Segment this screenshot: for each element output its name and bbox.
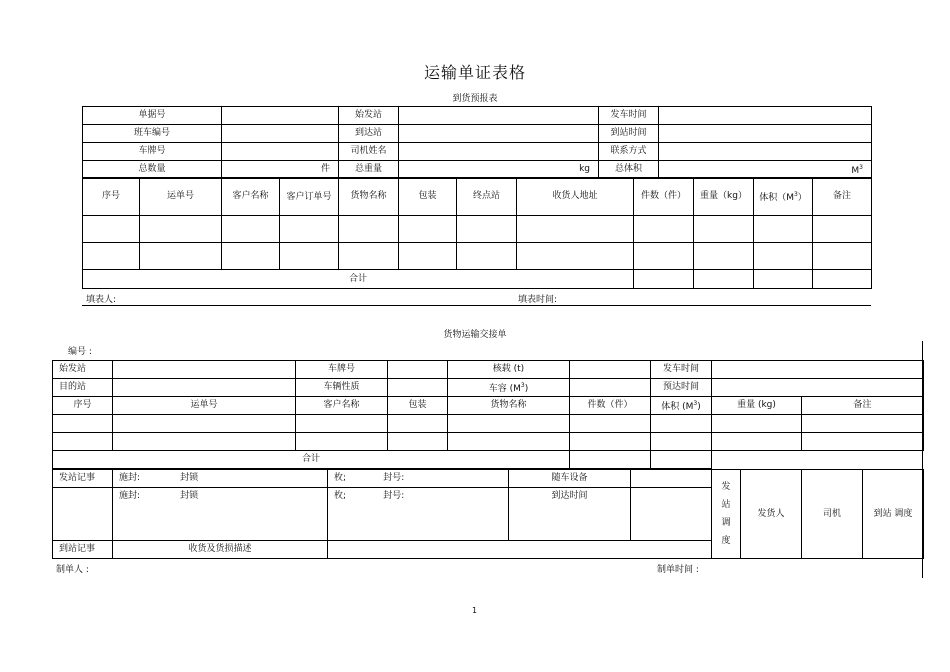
field-nature[interactable] bbox=[388, 379, 448, 397]
label-depart-time: 发车时间 bbox=[599, 107, 659, 125]
cell[interactable] bbox=[651, 433, 712, 451]
cell[interactable] bbox=[222, 216, 280, 243]
label-arrive-time: 到站时间 bbox=[599, 125, 659, 143]
maker-label: 制单人 : bbox=[56, 565, 89, 575]
label-dest-2: 目的站 bbox=[53, 379, 113, 397]
label-eta: 预达时间 bbox=[651, 379, 712, 397]
field-origin[interactable] bbox=[399, 107, 599, 125]
label-nature: 车辆性质 bbox=[296, 379, 388, 397]
field-contact[interactable] bbox=[659, 143, 872, 161]
cell[interactable] bbox=[399, 243, 457, 270]
cell[interactable] bbox=[53, 433, 113, 451]
col-volume: 体积$(M^3)$ bbox=[754, 178, 813, 216]
label-origin-2: 始发站 bbox=[53, 361, 113, 379]
field-origin-2[interactable] bbox=[113, 361, 296, 379]
cell[interactable] bbox=[113, 415, 296, 433]
filler-label: 填表人: bbox=[86, 295, 117, 305]
total-label-2: 合计 bbox=[53, 451, 570, 469]
arrive-record-label: 到站记事 bbox=[53, 541, 113, 559]
label-driver: 司机姓名 bbox=[339, 143, 399, 161]
seal-no-1: 枚; 封号: bbox=[328, 470, 509, 488]
field-depart-time[interactable] bbox=[659, 107, 872, 125]
cell[interactable] bbox=[802, 415, 924, 433]
cell[interactable] bbox=[570, 415, 651, 433]
cell[interactable] bbox=[399, 216, 457, 243]
depart-record-label: 发站记事 bbox=[53, 470, 113, 488]
cell[interactable] bbox=[813, 216, 872, 243]
total-pieces[interactable] bbox=[634, 270, 694, 289]
label-capacity: 车容 $(M^3)$ bbox=[448, 379, 570, 397]
field-doc-no[interactable] bbox=[222, 107, 339, 125]
label-doc-no: 单据号 bbox=[83, 107, 222, 125]
col-customer-order: 客户订单号 bbox=[280, 178, 339, 216]
table-row bbox=[53, 415, 924, 433]
cell[interactable] bbox=[296, 433, 388, 451]
form2-subtitle: 货物运输交接单 bbox=[443, 330, 507, 340]
cell[interactable] bbox=[388, 415, 448, 433]
total-remarks[interactable] bbox=[813, 270, 872, 289]
col-customer-2: 客户名称 bbox=[296, 397, 388, 415]
unit-pieces: 件 bbox=[222, 161, 339, 179]
col-volume-2: 体积 $(M^3)$ bbox=[651, 397, 712, 415]
field-depart-time-2[interactable] bbox=[712, 361, 924, 379]
form2-number-label: 编号 : bbox=[68, 347, 92, 357]
cell[interactable] bbox=[140, 216, 222, 243]
cell[interactable] bbox=[113, 433, 296, 451]
col-remarks: 备注 bbox=[813, 178, 872, 216]
cell[interactable] bbox=[53, 415, 113, 433]
form1-items-table bbox=[82, 177, 872, 289]
cell[interactable] bbox=[634, 243, 694, 270]
field-plate-2[interactable] bbox=[388, 361, 448, 379]
table-row bbox=[53, 433, 924, 451]
total-label: 合计 bbox=[83, 270, 634, 289]
cell[interactable] bbox=[140, 243, 222, 270]
field-arrive-time[interactable] bbox=[659, 125, 872, 143]
field-driver[interactable] bbox=[399, 143, 599, 161]
label-contact: 联系方式 bbox=[599, 143, 659, 161]
unit-m3: $M^3$ bbox=[659, 161, 872, 179]
cell[interactable] bbox=[712, 433, 802, 451]
damage-desc-label: 收货及货损描述 bbox=[113, 541, 328, 559]
label-load: 核载 (t) bbox=[448, 361, 570, 379]
shipper-label: 发货人 bbox=[741, 470, 802, 559]
label-total-qty: 总数量 bbox=[83, 161, 222, 179]
label-dest: 到达站 bbox=[339, 125, 399, 143]
col-waybill-2: 运单号 bbox=[113, 397, 296, 415]
field-dest[interactable] bbox=[399, 125, 599, 143]
field-plate[interactable] bbox=[222, 143, 339, 161]
cell[interactable] bbox=[457, 243, 517, 270]
cell[interactable] bbox=[388, 433, 448, 451]
driver-label-2: 司机 bbox=[802, 470, 863, 559]
blank bbox=[712, 451, 924, 469]
cell[interactable] bbox=[83, 216, 140, 243]
cell[interactable] bbox=[222, 243, 280, 270]
cell[interactable] bbox=[651, 415, 712, 433]
col-terminal: 终点站 bbox=[457, 178, 517, 216]
total-volume-2[interactable] bbox=[651, 451, 712, 469]
field-load[interactable] bbox=[570, 361, 651, 379]
cell[interactable] bbox=[694, 216, 754, 243]
total-volume[interactable] bbox=[754, 270, 813, 289]
cell[interactable] bbox=[296, 415, 388, 433]
col-goods: 货物名称 bbox=[339, 178, 399, 216]
col-pieces-2: 件数（件） bbox=[570, 397, 651, 415]
col-index-2: 序号 bbox=[53, 397, 113, 415]
depart-record-blank bbox=[53, 488, 113, 541]
label-plate: 车牌号 bbox=[83, 143, 222, 161]
label-total-volume: 总体积 bbox=[599, 161, 659, 179]
field-dest-2[interactable] bbox=[113, 379, 296, 397]
form1-bottom-rule bbox=[82, 305, 871, 306]
label-depart-time-2: 发车时间 bbox=[651, 361, 712, 379]
damage-desc-field[interactable] bbox=[328, 541, 712, 559]
col-waybill: 运单号 bbox=[140, 178, 222, 216]
cell[interactable] bbox=[339, 243, 399, 270]
dispatch-label: 发站调度 bbox=[712, 470, 741, 559]
col-goods-2: 货物名称 bbox=[448, 397, 570, 415]
seal-no-2: 枚; 封号: bbox=[328, 488, 509, 541]
form2-items-table bbox=[52, 396, 924, 469]
form1-subtitle: 到货预报表 bbox=[452, 94, 498, 104]
cell[interactable] bbox=[754, 216, 813, 243]
document-title: 运输单证表格 bbox=[423, 63, 526, 82]
cell[interactable] bbox=[457, 216, 517, 243]
arrival-time-label: 到达时间 bbox=[509, 488, 631, 541]
label-origin: 始发站 bbox=[339, 107, 399, 125]
arrival-time-field[interactable] bbox=[631, 488, 712, 541]
make-time-label: 制单时间 : bbox=[657, 565, 699, 575]
col-package: 包装 bbox=[399, 178, 457, 216]
cell[interactable] bbox=[339, 216, 399, 243]
form2-records-table bbox=[52, 469, 924, 559]
cell[interactable] bbox=[280, 216, 339, 243]
cell[interactable] bbox=[634, 216, 694, 243]
table-row bbox=[83, 216, 872, 243]
equipment-label: 随车设备 bbox=[509, 470, 631, 488]
fill-time-label: 填表时间: bbox=[518, 295, 558, 305]
col-package-2: 包装 bbox=[388, 397, 448, 415]
field-capacity[interactable] bbox=[570, 379, 651, 397]
total-pieces-2[interactable] bbox=[570, 451, 651, 469]
cell[interactable] bbox=[712, 415, 802, 433]
cell[interactable] bbox=[280, 243, 339, 270]
form2-header-table bbox=[52, 360, 924, 397]
cell[interactable] bbox=[802, 433, 924, 451]
cell[interactable] bbox=[517, 216, 634, 243]
cell[interactable] bbox=[448, 433, 570, 451]
col-pieces: 件数（件） bbox=[634, 178, 694, 216]
col-weight-2: 重量 (kg) bbox=[712, 397, 802, 415]
cell[interactable] bbox=[754, 243, 813, 270]
label-plate-2: 车牌号 bbox=[296, 361, 388, 379]
label-total-weight: 总重量 bbox=[339, 161, 399, 179]
total-weight[interactable] bbox=[694, 270, 754, 289]
col-address: 收货人地址 bbox=[517, 178, 634, 216]
cell[interactable] bbox=[448, 415, 570, 433]
col-index: 序号 bbox=[83, 178, 140, 216]
label-bus-no: 班车编号 bbox=[83, 125, 222, 143]
cell[interactable] bbox=[813, 243, 872, 270]
col-weight: 重量（kg） bbox=[694, 178, 754, 216]
cell[interactable] bbox=[83, 243, 140, 270]
field-eta[interactable] bbox=[712, 379, 924, 397]
seal-2: 施封: 封锁 bbox=[113, 488, 328, 541]
field-bus-no[interactable] bbox=[222, 125, 339, 143]
unit-kg: kg bbox=[399, 161, 599, 179]
form1-header-table bbox=[82, 106, 872, 179]
col-remarks-2: 备注 bbox=[802, 397, 924, 415]
seal-1: 施封: 封锁 bbox=[113, 470, 328, 488]
table-row bbox=[83, 243, 872, 270]
equipment-field[interactable] bbox=[631, 470, 712, 488]
col-customer: 客户名称 bbox=[222, 178, 280, 216]
arrive-dispatch-label: 到站 调度 bbox=[863, 470, 924, 559]
page-number: 1 bbox=[472, 606, 478, 615]
cell[interactable] bbox=[694, 243, 754, 270]
cell[interactable] bbox=[517, 243, 634, 270]
cell[interactable] bbox=[570, 433, 651, 451]
